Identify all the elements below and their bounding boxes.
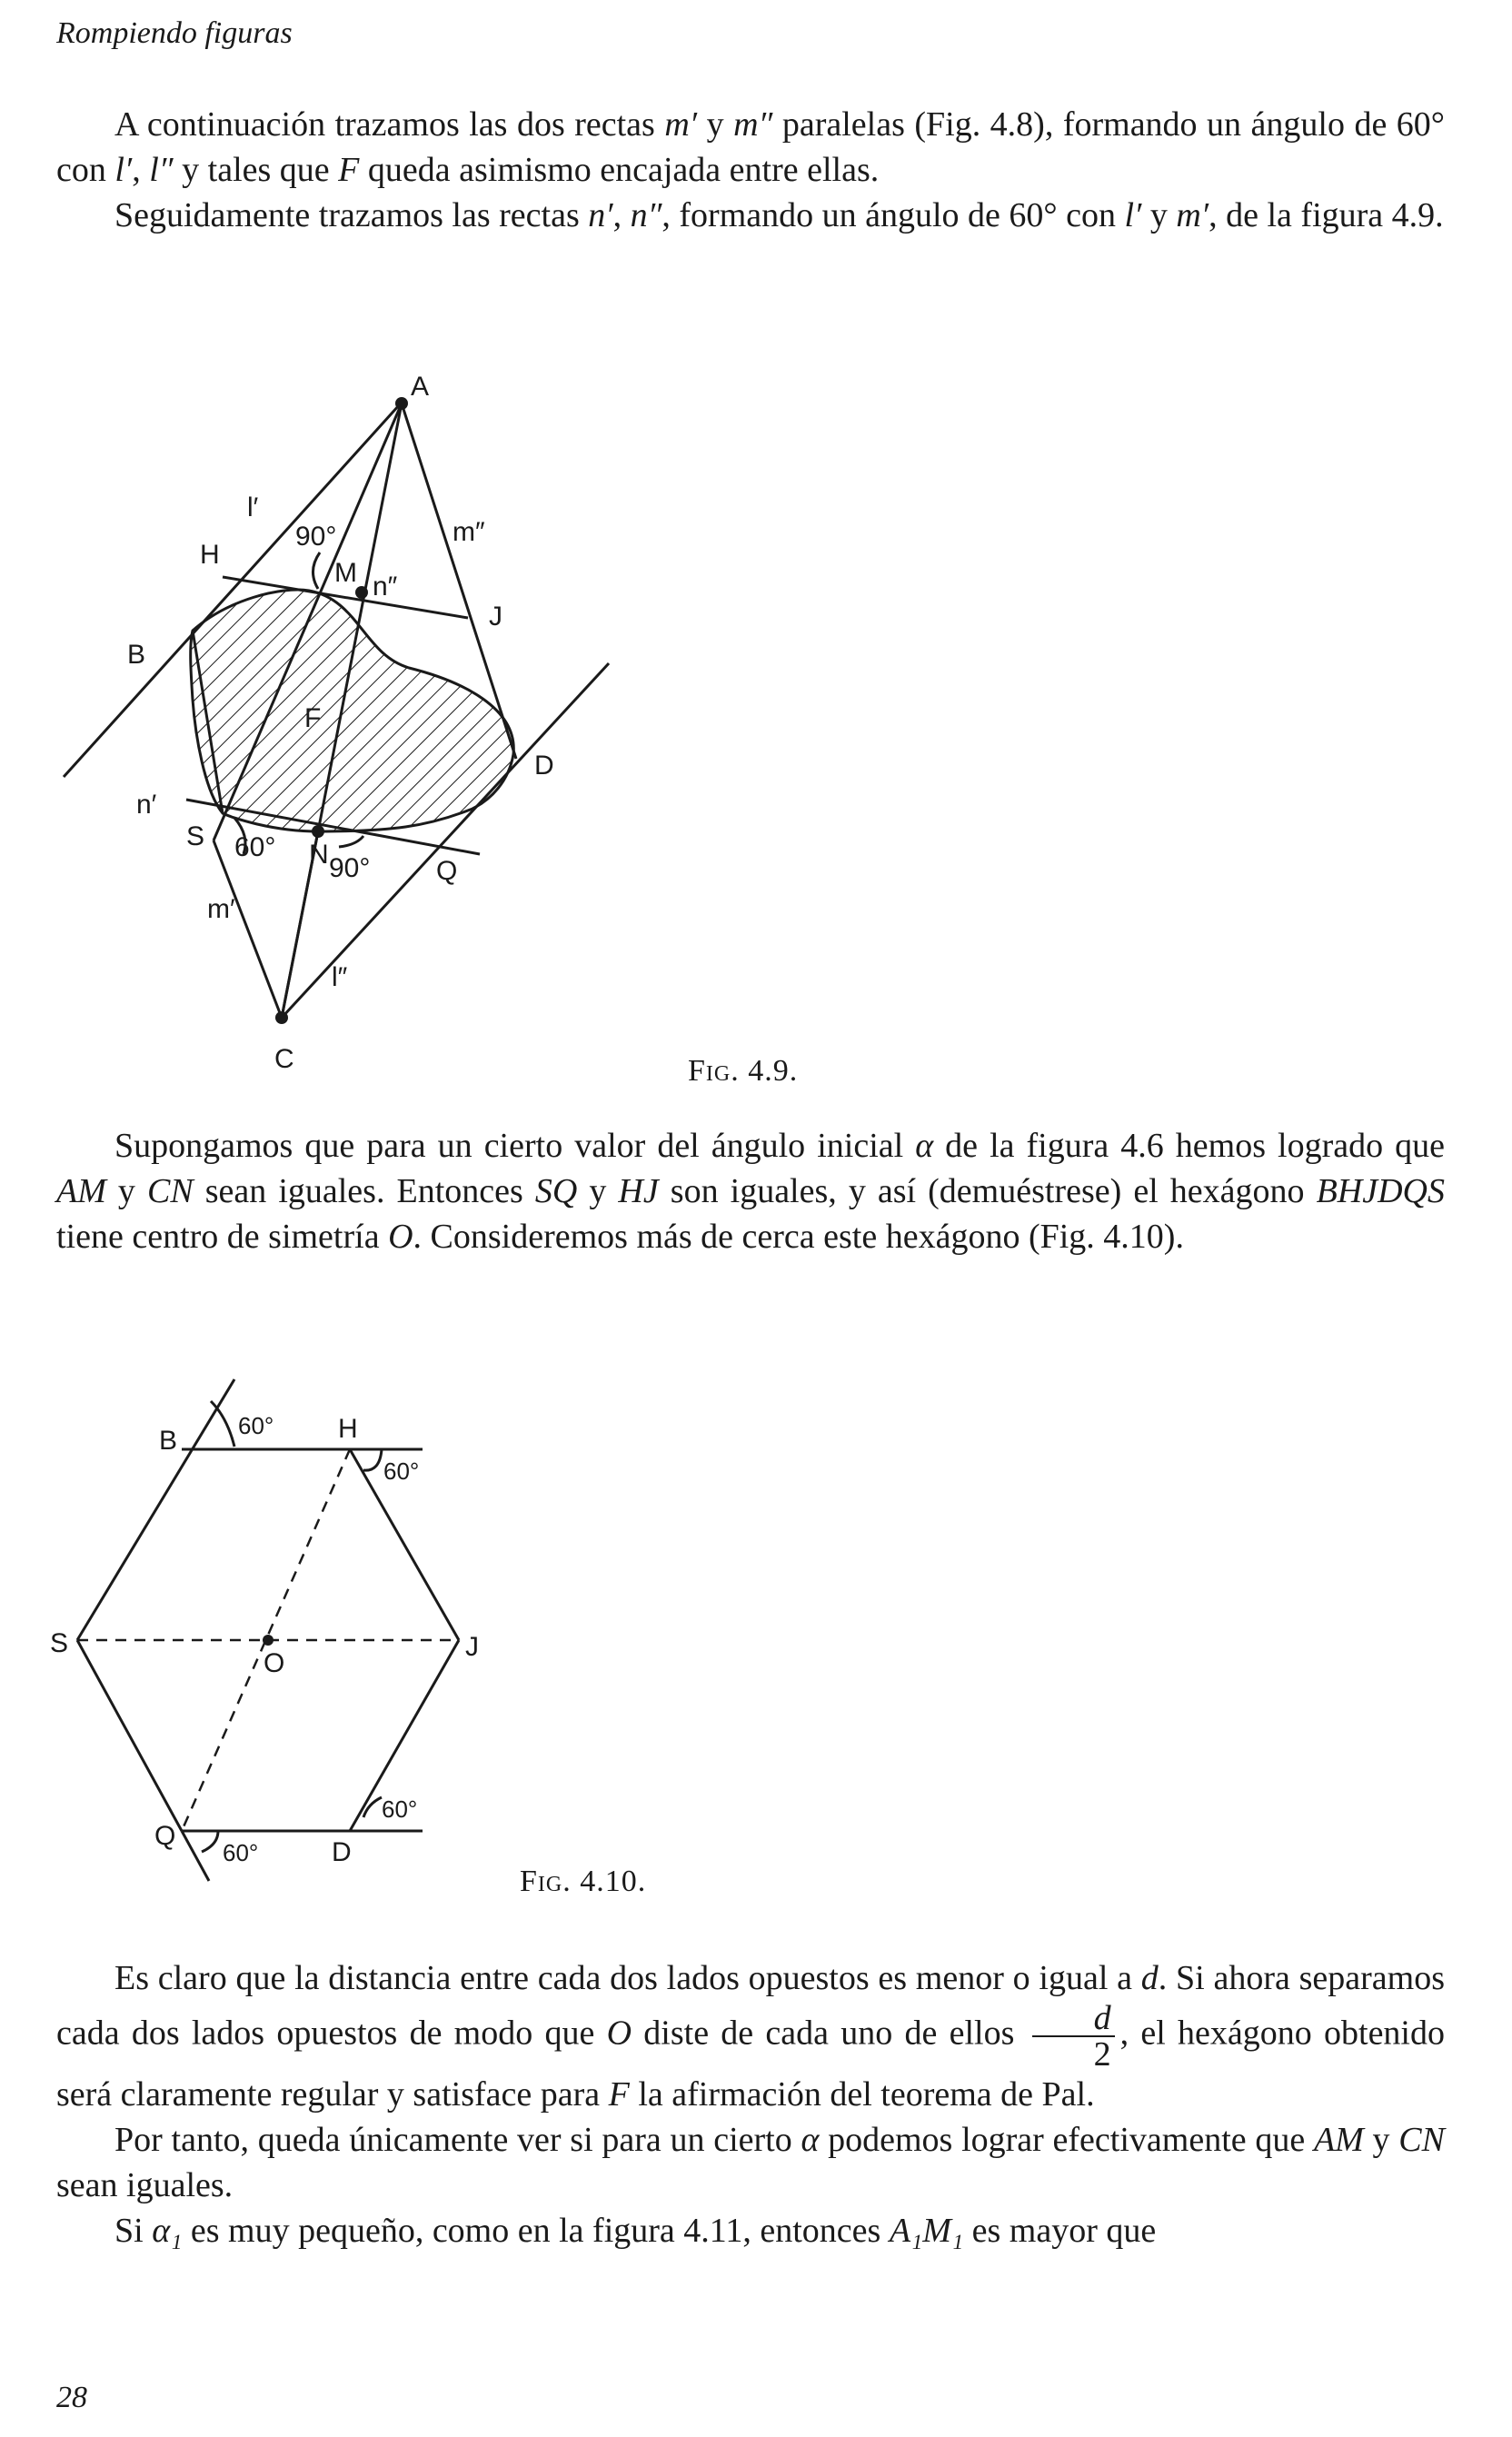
label-l-double-prime: l″	[332, 962, 348, 992]
label-m-prime: m′	[207, 894, 235, 924]
paragraph-3: Supongamos que para un cierto valor del ángulo inicial α de la figura 4.6 hemos logrado que AM y CN sean iguales. Entonces SQ y HJ son iguales, y así (demuéstrese) el hexágono BHJDQS tiene centro de simetría O. Consideremos más de cerca este hexágono (Fig. 4.10).	[56, 1127, 1445, 1256]
label-H: H	[200, 540, 220, 570]
label-C: C	[274, 1044, 294, 1074]
label-H: H	[338, 1414, 358, 1444]
paragraph-2: Seguidamente trazamos las rectas n′, n″, formando un ángulo de 60° con l′ y m′, de la figura 4.9.	[114, 196, 1444, 234]
label-D: D	[534, 751, 554, 781]
fraction-d-over-2: $\frac{d}{2}$	[1032, 2001, 1115, 2072]
label-60-top-right: 60°	[383, 1457, 420, 1485]
paragraph-6: Si α₁ es muy pequeño, como en la figura 4.11, entonces A₁M₁ es mayor que	[114, 2212, 1157, 2250]
label-S: S	[50, 1628, 69, 1658]
caption-fig-4-9: Fig. 4.9.	[688, 1054, 799, 1088]
label-B: B	[127, 640, 146, 670]
label-60: 60°	[234, 832, 276, 862]
label-n-double-prime: n″	[373, 572, 398, 602]
caption-fig-4-10: Fig. 4.10.	[520, 1865, 647, 1898]
paragraph-intro	[56, 102, 1445, 238]
label-F: F	[304, 703, 322, 733]
label-Q: Q	[436, 856, 458, 886]
label-A: A	[411, 372, 430, 402]
label-B: B	[159, 1426, 178, 1456]
label-l-prime: l′	[247, 492, 259, 522]
figure-4-10	[0, 1363, 563, 1926]
page-number: 28	[56, 2381, 87, 2414]
paragraph-4-6-block	[56, 1955, 1445, 2253]
label-J: J	[489, 602, 502, 632]
label-S: S	[186, 821, 205, 851]
shape-F	[191, 590, 514, 831]
label-N: N	[309, 840, 329, 870]
label-60-bottom-right: 60°	[382, 1795, 418, 1823]
paragraph-4: Es claro que la distancia entre cada dos lados opuestos es menor o igual a d. Si ahora separamos cada dos lados opuestos de modo que O diste de cada uno de ellos $\frac{d}{2}$ , el hexágono obtenido será claramente regular y satisface para F la afirmación del teorema de Pal.	[56, 1959, 1445, 2114]
label-Q: Q	[154, 1821, 176, 1851]
label-M: M	[334, 558, 357, 588]
label-O: O	[264, 1648, 285, 1678]
paragraph-5: Por tanto, queda únicamente ver si para un cierto α podemos lograr efectivamente que AM y CN sean iguales.	[56, 2121, 1445, 2204]
label-60-top-left: 60°	[238, 1412, 274, 1439]
figure-4-9	[0, 354, 691, 1090]
label-90a: 90°	[295, 522, 337, 552]
running-title: Rompiendo figuras	[56, 16, 293, 50]
label-m-double-prime: m″	[453, 517, 485, 547]
label-D: D	[332, 1837, 352, 1867]
label-n-prime: n′	[136, 790, 157, 820]
paragraph-1: A continuación trazamos las dos rectas m′ y m″ paralelas (Fig. 4.8), formando un ángulo de 60° con l′, l″ y tales que F queda asimismo encajada entre ellas.	[56, 105, 1445, 189]
label-60-bottom-left: 60°	[223, 1839, 259, 1866]
label-J: J	[465, 1632, 479, 1662]
label-90b: 90°	[329, 853, 371, 883]
paragraph-3-block	[56, 1123, 1445, 1259]
